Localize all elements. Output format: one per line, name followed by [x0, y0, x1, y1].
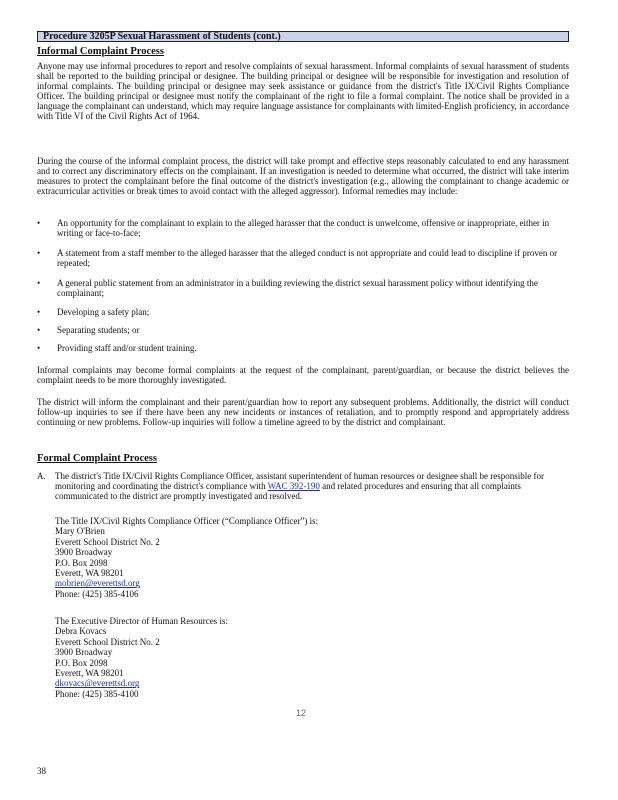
informal-paragraph-4: The district will inform the complainant and their parent/guardian how to report any subsequent problems. Additionally, the district will conduct follow-up inquiries to see if there have been any new incidents or instances of retaliation, and to promptly respond and appropriately address continuing or new problems. Follow-up inquiries will follow a timeline agreed to by the district and complainant. [37, 397, 569, 427]
item-text: The district's Title IX/Civil Rights Compliance Officer, assistant superintendent of human resources or designee shall be responsible for monitoring and coordinating the district's compliance with WAC 392-190 and related procedures and ensuring that all complaints communicated to the district are promptly investigated and resolved. [55, 471, 545, 501]
contact-name: Debra Kovacs [55, 626, 107, 637]
item-label: A. [37, 471, 46, 481]
contact-email-link[interactable]: dkovacs@everettsd.org [55, 678, 140, 689]
contact-intro: The Executive Director of Human Resources is: [55, 616, 228, 626]
bullet-dot-icon: • [37, 343, 41, 353]
compliance-officer-contact [55, 516, 318, 599]
informal-paragraph-1: Anyone may use informal procedures to report and resolve complaints of sexual harassment. Informal complaints of sexual harassment of students shall be reported to the building principal or designee. The building principal or designee will be responsible for investigation and resolution of informal complaints. The building principal or designee may seek assistance or guidance from the district's Title IX/Civil Rights Compliance Officer. The building principal or designee must notify the complainant of the right to file a formal complaint. The notice shall be provided in a language the complainant can understand, which may require language assistance for complainants with limited-English proficiency, in accordance with Title VI of the Civil Rights Act of 1964. [37, 61, 569, 121]
contact-pobox: P.O. Box 2098 [55, 657, 108, 668]
bullet-dot-icon: • [37, 278, 41, 288]
bullet-dot-icon: • [37, 218, 41, 228]
contact-phone: Phone: (425) 385-4100 [55, 688, 139, 699]
contact-intro: The Title IX/Civil Rights Compliance Officer (“Compliance Officer”) is: [55, 516, 319, 526]
bullet-dot-icon: • [37, 325, 41, 335]
contact-org: Everett School District No. 2 [55, 636, 160, 647]
formal-heading: Formal Complaint Process [37, 453, 157, 464]
contact-street: 3900 Broadway [55, 547, 113, 558]
hr-director-contact [55, 616, 228, 699]
wac-link[interactable]: WAC 392-190 [267, 481, 320, 491]
contact-phone: Phone: (425) 385-4106 [55, 588, 139, 599]
page-number: 12 [296, 708, 307, 718]
bullet-dot-icon: • [37, 307, 41, 317]
contact-name: Mary O'Brien [55, 526, 105, 537]
informal-paragraph-2: During the course of the informal complaint process, the district will take prompt and effective steps reasonably calculated to end any harassment and to correct any discriminatory effects on the complainant. If an investigation is needed to determine what occurred, the district will take interim measures to protect the complainant before the final outcome of the district's investigation (e.g., allowing the complainant to change academic or extracurricular activities or break times to avoid contact with the alleged aggressor). Informal remedies may include: [37, 156, 569, 196]
document-page: Procedure 3205P Sexual Harassment of Students (cont.) Informal Complaint Process Anyone may use informal procedures to report and resolve complaints of sexual harassment. Informal complaints of sexual harassment of students shall be reported to the building principal or designee. The building principal or designee will be responsible for investigation and resolution of informal complaints. The building principal or designee may seek assistance or guidance from the district's Title IX/Civil Rights Compliance Officer. The building principal or designee must notify the complainant of the right to file a formal complaint. The notice shall be provided in a language the complainant can understand, which may require language assistance for complainants with limited-English proficiency, in accordance with Title VI of the Civil Rights Act of 1964. During the course of the informal complaint process, the district will take prompt and effective steps reasonably calculated to end any harassment and to correct any discriminatory effects on the complainant. If an investigation is needed to determine what occurred, the district will take interim measures to protect the complainant before the final outcome of the district's investigation (e.g., allowing the complainant to change academic or extracurricular activities or break times to avoid contact with the alleged aggressor). Informal remedies may include: • An opportunity for the complainant to explain to the alleged harasser that the conduct is unwelcome, offensive or inappropriate, either in writing or face-to-face; • A statement from a staff member to the alleged harasser that the alleged conduct is not appropriate and could lead to discipline if proven or repeated; • A general public statement from an administrator in a building reviewing the district sexual harassment policy without identifying the complainant; • Developing a safety plan; • Separating students; or • Providing staff and/or student training. Informal complaints may become formal complaints at the request of the complainant, parent/guardian, or because the district believes the complaint needs to be more thoroughly investigated. The district will inform the complainant and their parent/guardian how to report any subsequent problems. Additionally, the district will conduct follow-up inquiries to see if there have been any new incidents or instances of retaliation, and to promptly respond and appropriately address continuing or new problems. Follow-up inquiries will follow a timeline agreed to by the district and complainant. Formal Complaint Process A. The district's Title IX/Civil Rights Compliance Officer, assistant superintendent of human resources or designee shall be responsible for monitoring and coordinating the district's compliance with WAC 392-190 and related procedures and ensuring that all complaints communicated to the district are promptly investigated and resolved. The Title IX/Civil Rights Compliance Officer (“Compliance Officer”) is: Mary O'Brien Everett School District No. 2 3900 Broadway P.O. Box 2098 Everett, WA 98201 mobrien@everettsd.org Phone: (425) 385-4106 The Executive Director of Human Resources is: Debra Kovacs Everett School District No. 2 3900 Broadway P.O. Box 2098 Everett, WA 98201 dkovacs@everettsd.org Phone: (425) 385-4100 12 38 [37, 31, 569, 776]
contact-city: Everett, WA 98201 [55, 668, 124, 679]
contact-email-link[interactable]: mobrien@everettsd.org [55, 578, 140, 589]
contact-pobox: P.O. Box 2098 [55, 557, 108, 568]
contact-street: 3900 Broadway [55, 647, 113, 658]
bullet-dot-icon: • [37, 248, 41, 258]
contact-city: Everett, WA 98201 [55, 568, 124, 579]
contact-org: Everett School District No. 2 [55, 536, 160, 547]
informal-paragraph-3: Informal complaints may become formal complaints at the request of the complainant, parent/guardian, or because the district believes the complaint needs to be more thoroughly investigated. [37, 365, 569, 385]
procedure-title: Procedure 3205P Sexual Harassment of Students (cont.) [37, 31, 569, 42]
informal-heading: Informal Complaint Process [37, 46, 164, 57]
footer-page-number: 38 [37, 766, 46, 776]
